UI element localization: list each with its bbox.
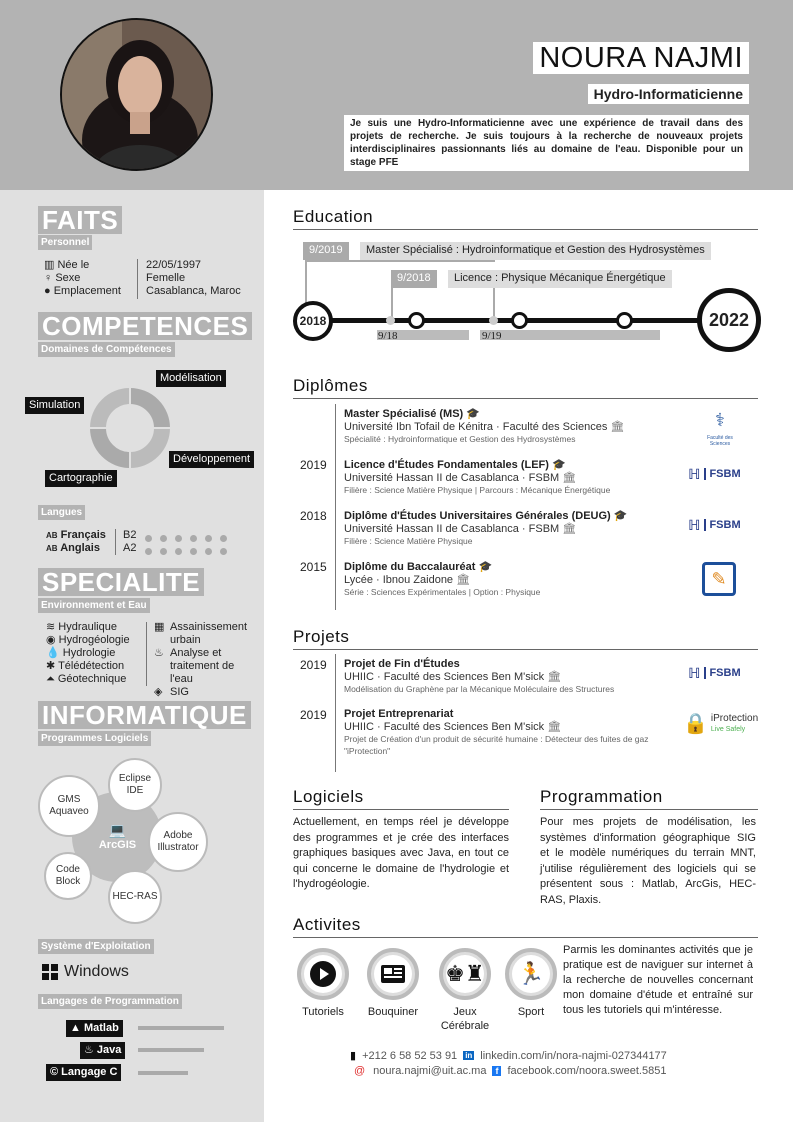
graduation-icon: 🎓 <box>552 459 566 471</box>
education-heading: Education <box>293 207 758 230</box>
job-title: Hydro-Informaticienne <box>588 84 749 104</box>
specialite-sub: Environnement et Eau <box>38 598 150 613</box>
programmation-heading: Programmation <box>540 787 758 810</box>
institution-icon: 🏛 <box>547 671 562 683</box>
arcgis-label: 💻 ArcGIS <box>90 822 145 851</box>
email-link[interactable]: noura.najmi@uit.ac.ma <box>373 1065 487 1077</box>
kenitra-logo: ⚕ Faculté des Sciences <box>707 410 733 447</box>
translate-icon: AB <box>46 531 58 540</box>
institution-icon: 🏛 <box>562 472 577 484</box>
profile-photo <box>60 18 213 171</box>
fsbm-logo: ℍ FSBM <box>688 516 741 533</box>
phone-icon: ▮ <box>350 1050 357 1062</box>
specialite-left: ≋ Hydraulique ◉ Hydrogéologie 💧 Hydrologie ✱ Télédétection ⏶ Géotechnique <box>46 621 130 685</box>
diplome-entry: Diplôme du Baccalauréat 🎓 Lycée · Ibnou Zaidone 🏛 Série : Sciences Expérimentales | Option : Physique <box>344 561 541 597</box>
logiciels-text: Actuellement, en temps réel je développe des programmes et je crée des interfaces graphiques basiques avec Java, en tout ce qui concerne le domaine de l'hydrologie et l'hydrogéologie. <box>293 816 509 890</box>
language-levels: B2 A2 <box>123 529 137 554</box>
summary-text: Je suis une Hydro-Informaticienne avec une expérience de travail dans des projets de recherche. Je suis toujours à la recherche de nouveaux projets interdisciplinaires passionnants liés au domaine de l'eau. Disponible pour un stage PFE <box>344 115 749 171</box>
edu-label-2: Licence : Physique Mécanique Énergétique <box>448 270 672 288</box>
skill-simulation: Simulation <box>25 397 84 414</box>
level-dots <box>145 531 235 557</box>
linkedin-icon: in <box>465 1051 473 1060</box>
os-sub: Système d'Exploitation <box>38 939 154 954</box>
timeline-node <box>616 312 633 329</box>
software-illustrator: Adobe Illustrator <box>148 812 208 872</box>
contact-row-2 <box>354 1065 666 1077</box>
skill-modelisation: Modélisation <box>156 370 226 387</box>
software-eclipse: Eclipse IDE <box>108 758 162 812</box>
informatique-sub: Programmes Logiciels <box>38 731 151 746</box>
activity-tutoriels <box>297 948 349 1000</box>
divider <box>137 259 138 299</box>
tick-918: 9/18 <box>378 330 398 342</box>
os-windows: Windows <box>42 963 129 981</box>
lycee-logo: ✎ <box>702 562 736 596</box>
language-names: AB Français AB Anglais <box>46 529 106 554</box>
chess-icon: ♚♜ <box>445 961 485 986</box>
timeline-vline <box>335 404 336 610</box>
skill-developpement: Développement <box>169 451 254 468</box>
activity-label: Sport <box>517 1006 545 1018</box>
timeline-node <box>511 312 528 329</box>
laptop-icon: 💻 <box>108 822 127 838</box>
faits-labels: ▥ Née le ♀ Sexe ● Emplacement <box>44 259 121 297</box>
full-name: NOURA NAJMI <box>533 42 749 74</box>
software-codeblock: Code Block <box>44 852 92 900</box>
competences-heading: COMPETENCES <box>38 312 252 340</box>
iprotection-logo: 🔒 iProtection Live Safely <box>683 712 759 735</box>
projet-year: 2019 <box>300 658 327 672</box>
translate-icon: AB <box>46 544 58 553</box>
facebook-link[interactable]: facebook.com/noora.sweet.5851 <box>507 1065 667 1077</box>
projet-year: 2019 <box>300 708 327 722</box>
diplome-entry: Diplôme d'Études Universitaires Générales (DEUG) 🎓 Université Hassan II de Casablanca · FSBM 🏛 Filière : Science Matière Physique <box>344 510 628 546</box>
divider <box>146 622 147 686</box>
software-gms: GMS Aquaveo <box>38 775 100 837</box>
fsbm-logo: ℍ FSBM <box>688 465 741 482</box>
lang-java: ♨ Java <box>80 1042 125 1059</box>
software-hecras: HEC-RAS <box>108 870 162 924</box>
c-bar <box>138 1071 188 1075</box>
person-icon: ♀ <box>44 272 53 284</box>
lang-matlab: ▲ Matlab <box>66 1020 123 1037</box>
diplome-year: 2018 <box>300 509 327 523</box>
activity-jeux <box>439 948 491 1000</box>
fsbm-logo: ℍ FSBM <box>688 664 741 681</box>
activity-label: Jeux Cérébrale <box>440 1006 490 1032</box>
prog-sub: Langages de Programmation <box>38 994 182 1009</box>
logiciels-heading: Logiciels <box>293 787 509 810</box>
diplome-year: 2015 <box>300 560 327 574</box>
divider <box>115 529 116 555</box>
timeline-vline <box>335 654 336 772</box>
edu-date-2: 9/2018 <box>391 270 437 288</box>
play-icon <box>309 960 337 988</box>
timeline-start: 2018 <box>293 301 333 341</box>
activity-label: Tutoriels <box>302 1006 344 1018</box>
institution-icon: 🏛 <box>610 421 625 433</box>
activites-text: Parmis les dominantes activités que je pratique est de naviguer sur internet à la recherche de nouvelles concernant mon domaine d'étude et entraîné sur tous les tutoriels qui m'intéresse. <box>563 944 753 1016</box>
phone-text[interactable]: +212 6 58 52 53 91 <box>362 1049 458 1062</box>
institution-icon: 🏛 <box>547 721 562 733</box>
activites-heading: Activites <box>293 915 758 938</box>
windows-icon <box>42 964 58 980</box>
edu-date-1: 9/2019 <box>303 242 349 260</box>
newspaper-icon <box>379 962 407 986</box>
activity-sport <box>505 948 557 1000</box>
institution-icon: 🏛 <box>456 574 471 586</box>
langues-sub: Langues <box>38 505 85 520</box>
projet-entry: Projet Entreprenariat UHIIC · Faculté des Sciences Ben M'sick 🏛 Projet de Création d'un produit de sécurité humaine : Détecteur des fuites de gaz "iProtection" <box>344 708 649 756</box>
graduation-icon: 🎓 <box>613 510 628 522</box>
activity-label: Bouquiner <box>367 1006 419 1018</box>
specialite-heading: SPECIALITE <box>38 568 204 596</box>
edu-label-1: Master Spécialisé : Hydroinformatique et Gestion des Hydrosystèmes <box>360 242 711 260</box>
email-icon: @ <box>354 1065 366 1077</box>
faits-sub: Personnel <box>38 235 92 250</box>
java-bar <box>138 1048 204 1052</box>
timeline-marker <box>386 316 395 325</box>
projet-entry: Projet de Fin d'Études UHIIC · Faculté des Sciences Ben M'sick 🏛 Modélisation du Graphène par la Mécanique Moléculaire des Structures <box>344 658 615 694</box>
linkedin-link[interactable]: linkedin.com/in/nora-najmi-027344177 <box>480 1049 667 1062</box>
projets-heading: Projets <box>293 627 758 650</box>
matlab-bar <box>138 1026 224 1030</box>
diplomes-heading: Diplômes <box>293 376 758 399</box>
timeline-bar-2 <box>480 330 660 340</box>
diplome-entry: Master Spécialisé (MS) 🎓 Université Ibn Tofail de Kénitra · Faculté des Sciences 🏛 Spécialité : Hydroinformatique et Gestion des Hydrosystèmes <box>344 408 625 444</box>
graduation-icon: 🎓 <box>466 408 480 420</box>
programmation-text: Pour mes projets de modélisation, les systèmes d'information géographique SIG et le modèle numériques du terrain MNT, j'utilise régulièrement des logiciels qui se présentent sous : Matlab, ArcGis, HEC-RAS, Plaxis. <box>540 816 756 906</box>
timeline-end: 2022 <box>697 288 761 352</box>
timeline-node <box>408 312 425 329</box>
skill-cartographie: Cartographie <box>45 470 117 487</box>
faits-values: 22/05/1997 Femelle Casablanca, Maroc <box>146 259 241 297</box>
diplome-entry: Licence d'Études Fondamentales (LEF) 🎓 Université Hassan II de Casablanca · FSBM 🏛 Filière : Science Matière Physique | Parcours : Mécanique Énergétique <box>344 459 611 495</box>
lang-c: © Langage C <box>46 1064 121 1081</box>
faits-heading: FAITS <box>38 206 122 234</box>
tick-919: 9/19 <box>482 330 502 342</box>
pin-icon: ● <box>44 285 51 297</box>
informatique-heading: INFORMATIQUE <box>38 701 251 729</box>
competences-donut <box>90 388 170 468</box>
facebook-icon: f <box>492 1066 501 1076</box>
institution-icon: 🏛 <box>562 523 577 535</box>
connector <box>305 260 495 262</box>
building-icon: ▥ <box>44 259 55 271</box>
competences-sub: Domaines de Compétences <box>38 342 175 357</box>
timeline-marker <box>489 316 498 325</box>
graduation-icon: 🎓 <box>478 561 493 573</box>
running-icon: 🏃 <box>517 961 545 986</box>
specialite-right: ▦ Assainissement urbain ♨ Analyse et traitement de l'eau ◈ SIG <box>154 621 248 698</box>
activity-bouquiner <box>367 948 419 1000</box>
diplome-year: 2019 <box>300 458 327 472</box>
contact-row-1 <box>350 1049 667 1062</box>
